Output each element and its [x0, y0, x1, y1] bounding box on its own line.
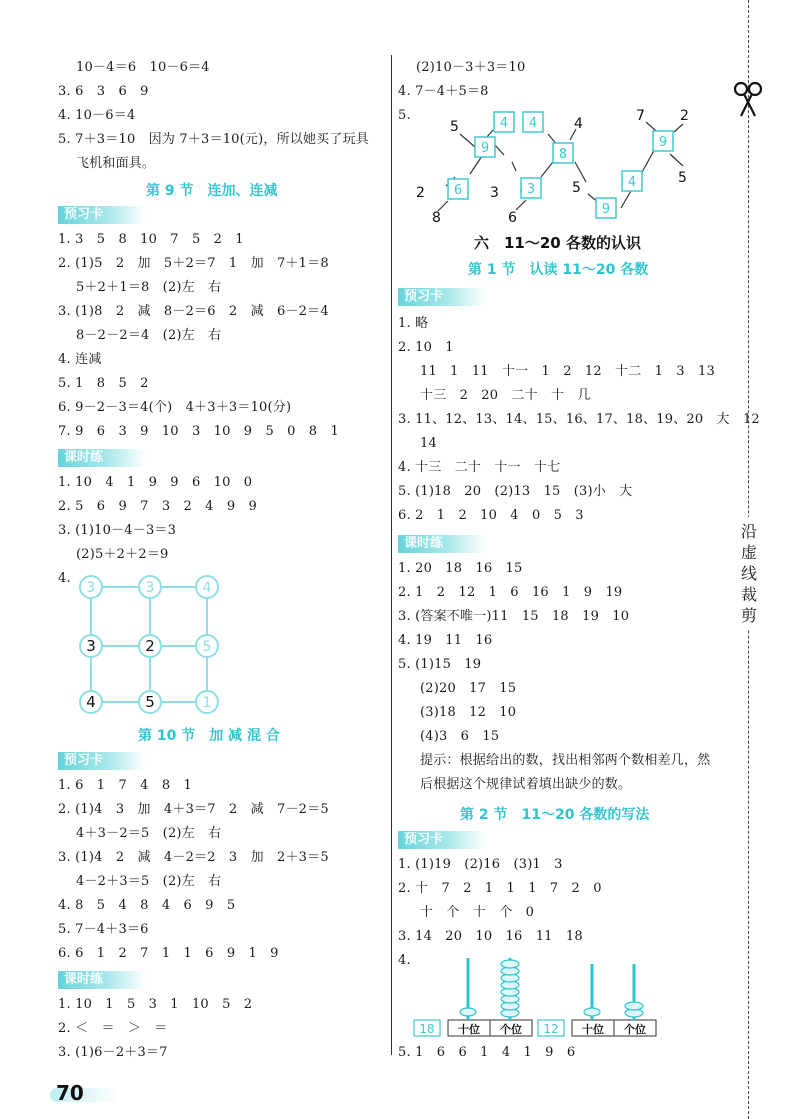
- svg-text:4: 4: [627, 175, 637, 190]
- chapter-title: 六 11～20 各数的认识: [474, 234, 641, 252]
- grid-circle: [80, 635, 102, 657]
- svg-text:个位: 个位: [624, 1023, 646, 1036]
- chain-box: [521, 178, 541, 198]
- svg-text:5: 5: [145, 693, 155, 711]
- answer-line: 4. 十三 二十 十一 十七: [398, 460, 561, 475]
- answer-line: 3. (1)4 2 减 4－2＝2 3 加 2＋3＝5: [58, 850, 329, 865]
- svg-text:十位: 十位: [582, 1023, 604, 1036]
- answer-line: 3. (1)8 2 减 8－2＝6 2 减 6－2＝4: [58, 304, 329, 319]
- section-2-title: 第 2 节 11～20 各数的写法: [460, 807, 650, 823]
- answer-line: 1. 6 1 7 4 8 1: [58, 778, 192, 793]
- hint-line: 后根据这个规律试着填出缺少的数。: [420, 777, 632, 792]
- answer-line: 5. 7＋3＝10 因为 7＋3＝10(元)，所以她买了玩具: [58, 132, 369, 147]
- answer-line: (4)3 6 15: [420, 729, 500, 744]
- svg-text:5: 5: [202, 639, 212, 655]
- answer-line: 2. 十 7 2 1 1 1 7 2 0: [398, 881, 602, 896]
- preview-card-tag: 预习卡: [398, 288, 486, 306]
- svg-text:3: 3: [526, 182, 536, 197]
- answer-line: 4. 10－6＝4: [58, 108, 136, 123]
- answer-line: 3. (1)10－4－3＝3: [58, 523, 177, 538]
- grid-circle: [80, 691, 102, 713]
- number-chain-diagram: [408, 104, 728, 229]
- hint-line: 提示：根据给出的数，找出相邻两个数相差几，然: [420, 753, 711, 768]
- answer-line: 十 个 十 个 0: [420, 905, 535, 920]
- number-grid-diagram: [76, 570, 246, 720]
- chain-number: 2: [680, 108, 689, 124]
- svg-text:18: 18: [419, 1022, 435, 1036]
- answer-line: 3. (1)6－2＋3＝7: [58, 1045, 168, 1060]
- svg-text:4: 4: [528, 116, 538, 131]
- grid-circle: [139, 635, 161, 657]
- answer-line: 1. 10 1 5 3 1 10 5 2: [58, 997, 253, 1012]
- grid-circle: [139, 691, 161, 713]
- answer-line: 5. 1 8 5 2: [58, 376, 149, 391]
- svg-text:4: 4: [499, 116, 509, 131]
- answer-line: 2. 5 6 9 7 3 2 4 9 9: [58, 499, 257, 514]
- answer-line: 4.: [398, 953, 411, 968]
- practice-tag: 课时练: [58, 971, 146, 989]
- answer-line: (2)5＋2＋2＝9: [76, 547, 169, 562]
- svg-text:12: 12: [543, 1022, 559, 1036]
- svg-text:8: 8: [558, 147, 568, 162]
- practice-tag: 课时练: [398, 535, 486, 553]
- answer-line: 飞机和面具。: [76, 156, 156, 171]
- answer-line: (3)18 12 10: [420, 705, 517, 720]
- answer-line: 5. 1 6 6 1 4 1 9 6: [398, 1045, 576, 1060]
- section-10-title: 第 10 节 加 减 混 合: [138, 728, 280, 744]
- answer-line: 4.: [58, 571, 71, 586]
- answer-line: 3. (答案不唯一)11 15 18 19 10: [398, 609, 630, 624]
- answer-line: 5.: [398, 108, 411, 123]
- chain-number: 5: [678, 170, 687, 186]
- chain-number: 6: [508, 210, 517, 226]
- scissors-icon: [733, 80, 763, 118]
- answer-line: 1. 3 5 8 10 7 5 2 1: [58, 232, 244, 247]
- answer-line: 4－2＋3＝5 (2)左 右: [76, 874, 222, 889]
- answer-line: 2. 1 2 12 1 6 16 1 9 19: [398, 585, 623, 600]
- chain-box: [494, 112, 514, 132]
- answer-line: 5. (1)15 19: [398, 657, 482, 672]
- section-1-title: 第 1 节 认读 11～20 各数: [468, 262, 649, 278]
- answer-line: 1. (1)19 (2)16 (3)1 3: [398, 857, 563, 872]
- page-number: 70: [56, 1081, 84, 1105]
- answer-line: 5＋2＋1＝8 (2)左 右: [76, 280, 222, 295]
- chain-box: [622, 171, 642, 191]
- answer-line: (2)10－3＋3＝10: [416, 60, 526, 75]
- answer-line: 6. 6 1 2 7 1 1 6 9 1 9: [58, 946, 279, 961]
- answer-line: 10－4＝6 10－6＝4: [76, 60, 210, 75]
- grid-circle: [196, 691, 218, 713]
- answer-line: 4. 19 11 16: [398, 633, 493, 648]
- answer-line: 5. 7－4＋3＝6: [58, 922, 149, 937]
- chain-box: [523, 112, 543, 132]
- chain-number: 3: [490, 185, 499, 201]
- svg-text:1: 1: [202, 695, 212, 711]
- svg-text:个位: 个位: [500, 1023, 522, 1036]
- answer-line: 3. 6 3 6 9: [58, 84, 149, 99]
- chain-box: [553, 143, 573, 163]
- chain-box: [475, 137, 495, 157]
- svg-text:3: 3: [86, 580, 96, 596]
- chain-number: 8: [432, 210, 441, 226]
- chain-box: [448, 179, 468, 199]
- answer-line: 5. (1)18 20 (2)13 15 (3)小 大: [398, 484, 633, 499]
- answer-line: 2. ＜ ＝ ＞ ＝: [58, 1021, 168, 1036]
- answer-line: 3. 11、12、13、14、15、16、17、18、19、20 大 12: [398, 412, 760, 427]
- answer-line: 6. 9－2－3＝4(个) 4＋3＋3＝10(分): [58, 400, 292, 415]
- svg-text:6: 6: [453, 183, 463, 198]
- practice-tag: 课时练: [58, 449, 146, 467]
- abacus-diagram: [412, 956, 732, 1040]
- column-divider: [391, 55, 392, 1055]
- svg-text:十位: 十位: [458, 1023, 480, 1036]
- answer-line: 1. 20 18 16 15: [398, 561, 523, 576]
- chain-number: 2: [416, 185, 425, 201]
- grid-circle: [196, 576, 218, 598]
- answer-line: 14: [420, 436, 437, 451]
- answer-line: 6. 2 1 2 10 4 0 5 3: [398, 508, 584, 523]
- answer-line: 1. 略: [398, 316, 429, 331]
- answer-line: 2. 10 1: [398, 340, 454, 355]
- answer-line: 十三 2 20 二十 十 几: [420, 388, 591, 403]
- grid-circle: [80, 576, 102, 598]
- abacus-right: [538, 964, 656, 1036]
- answer-line: 8－2－2＝4 (2)左 右: [76, 328, 222, 343]
- answer-line: 4＋3－2＝5 (2)左 右: [76, 826, 222, 841]
- grid-circle: [139, 576, 161, 598]
- abacus-left: [414, 958, 532, 1036]
- svg-text:3: 3: [86, 637, 96, 655]
- section-9-title: 第 9 节 连加、连减: [146, 183, 278, 199]
- preview-card-tag: 预习卡: [398, 831, 486, 849]
- svg-text:9: 9: [601, 202, 611, 217]
- answer-line: 1. 10 4 1 9 9 6 10 0: [58, 475, 253, 490]
- answer-line: 3. 14 20 10 16 11 18: [398, 929, 583, 944]
- preview-card-tag: 预习卡: [58, 752, 146, 770]
- chain-box: [596, 198, 616, 218]
- answer-line: 7. 9 6 3 9 10 3 10 9 5 0 8 1: [58, 424, 339, 439]
- answer-line: 2. (1)5 2 加 5＋2＝7 1 加 7＋1＝8: [58, 256, 329, 271]
- svg-text:4: 4: [86, 693, 96, 711]
- answer-line: 11 1 11 十一 1 2 12 十二 1 3 13: [420, 364, 715, 379]
- answer-line: 4. 8 5 4 8 4 6 9 5: [58, 898, 236, 913]
- answer-line: 4. 连减: [58, 352, 102, 367]
- answer-line: 2. (1)4 3 加 4＋3＝7 2 减 7－2＝5: [58, 802, 329, 817]
- chain-number: 7: [636, 108, 645, 124]
- svg-text:3: 3: [145, 580, 155, 596]
- cut-instruction-label: 沿虚线裁剪: [739, 517, 759, 630]
- chain-box: [653, 131, 673, 151]
- svg-text:2: 2: [145, 637, 155, 655]
- chain-number: 5: [450, 119, 459, 135]
- svg-text:9: 9: [480, 141, 490, 156]
- answer-line: (2)20 17 15: [420, 681, 517, 696]
- grid-circle: [196, 635, 218, 657]
- svg-text:4: 4: [202, 580, 212, 596]
- answer-line: 4. 7－4＋5＝8: [398, 84, 489, 99]
- chain-number: 4: [574, 116, 583, 132]
- preview-card-tag: 预习卡: [58, 206, 146, 224]
- svg-text:9: 9: [658, 135, 668, 150]
- chain-number: 5: [572, 180, 581, 196]
